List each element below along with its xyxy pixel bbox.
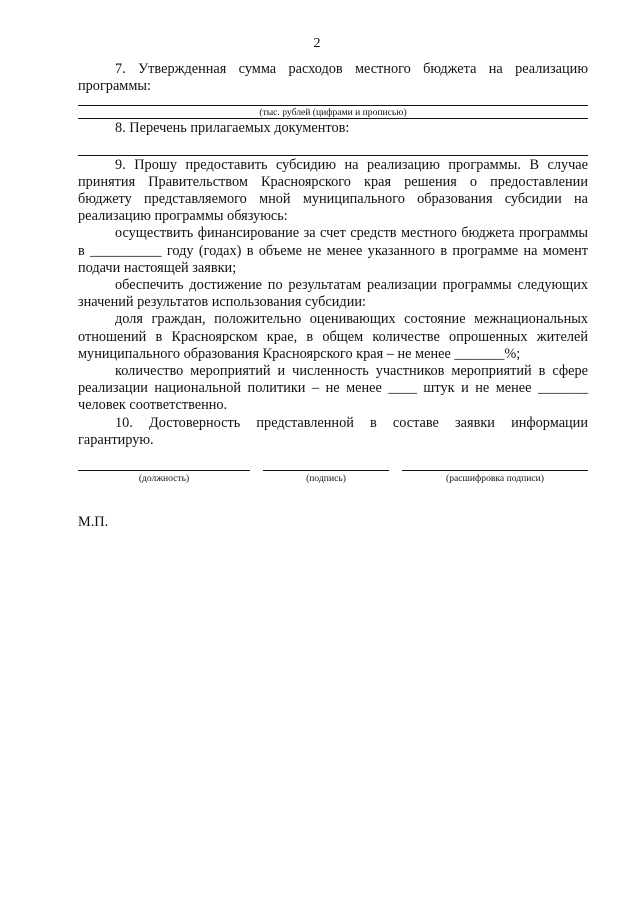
item-8-fill-line: [78, 155, 588, 156]
decoding-caption: (расшифровка подписи): [446, 473, 544, 485]
position-field: [78, 470, 250, 484]
item-9-funding: осуществить финансирование за счет средств местного бюджета программы в __________ году (годах) в объеме не менее указанного в программе на момент подачи настоящей заявки;: [78, 225, 588, 276]
page-number: 2: [313, 36, 321, 51]
signature-caption: (подпись): [306, 473, 346, 485]
form-content: [78, 61, 588, 531]
item-9-share: доля граждан, положительно оценивающих состояние межнациональных отношений в Красноярском крае, в общем количестве опрошенных жителей муниципального образования Красноярского края – не менее _______%;: [78, 311, 588, 362]
decoding-field: [402, 470, 588, 484]
position-caption: (должность): [138, 473, 190, 485]
item-7-fill-line: [78, 105, 588, 106]
item-8-text: 8. Перечень прилагаемых документов:: [115, 120, 350, 137]
signature-line: [263, 470, 389, 471]
item-7-text: 7. Утвержденная сумма расходов местного бюджета на реализацию программы:: [78, 61, 588, 95]
signature-field: [263, 470, 389, 484]
decoding-line: [402, 470, 588, 471]
item-9-intro: 9. Прошу предоставить субсидию на реализацию программы. В случае принятия Правительством Красноярского края решения о предоставлении бюджету представляемого мной муниципального образования субсидии на реализацию программы обязуюсь:: [78, 156, 588, 225]
position-line: [78, 470, 250, 471]
stamp-place: М.П.: [78, 514, 109, 531]
item-7-caption-underline: [78, 118, 588, 119]
item-10-text: 10. Достоверность представленной в составе заявки информации гарантирую.: [78, 414, 588, 448]
item-7-caption: (тыс. рублей (цифрами и прописью): [259, 107, 407, 119]
signature-block: [78, 470, 588, 484]
item-9-events: количество мероприятий и численность участников мероприятий в сфере реализации национальной политики – не менее ____ штук и не менее _______ человек соответственно.: [78, 363, 588, 414]
item-9-results: обеспечить достижение по результатам реализации программы следующих значений результатов использования субсидии:: [78, 277, 588, 311]
